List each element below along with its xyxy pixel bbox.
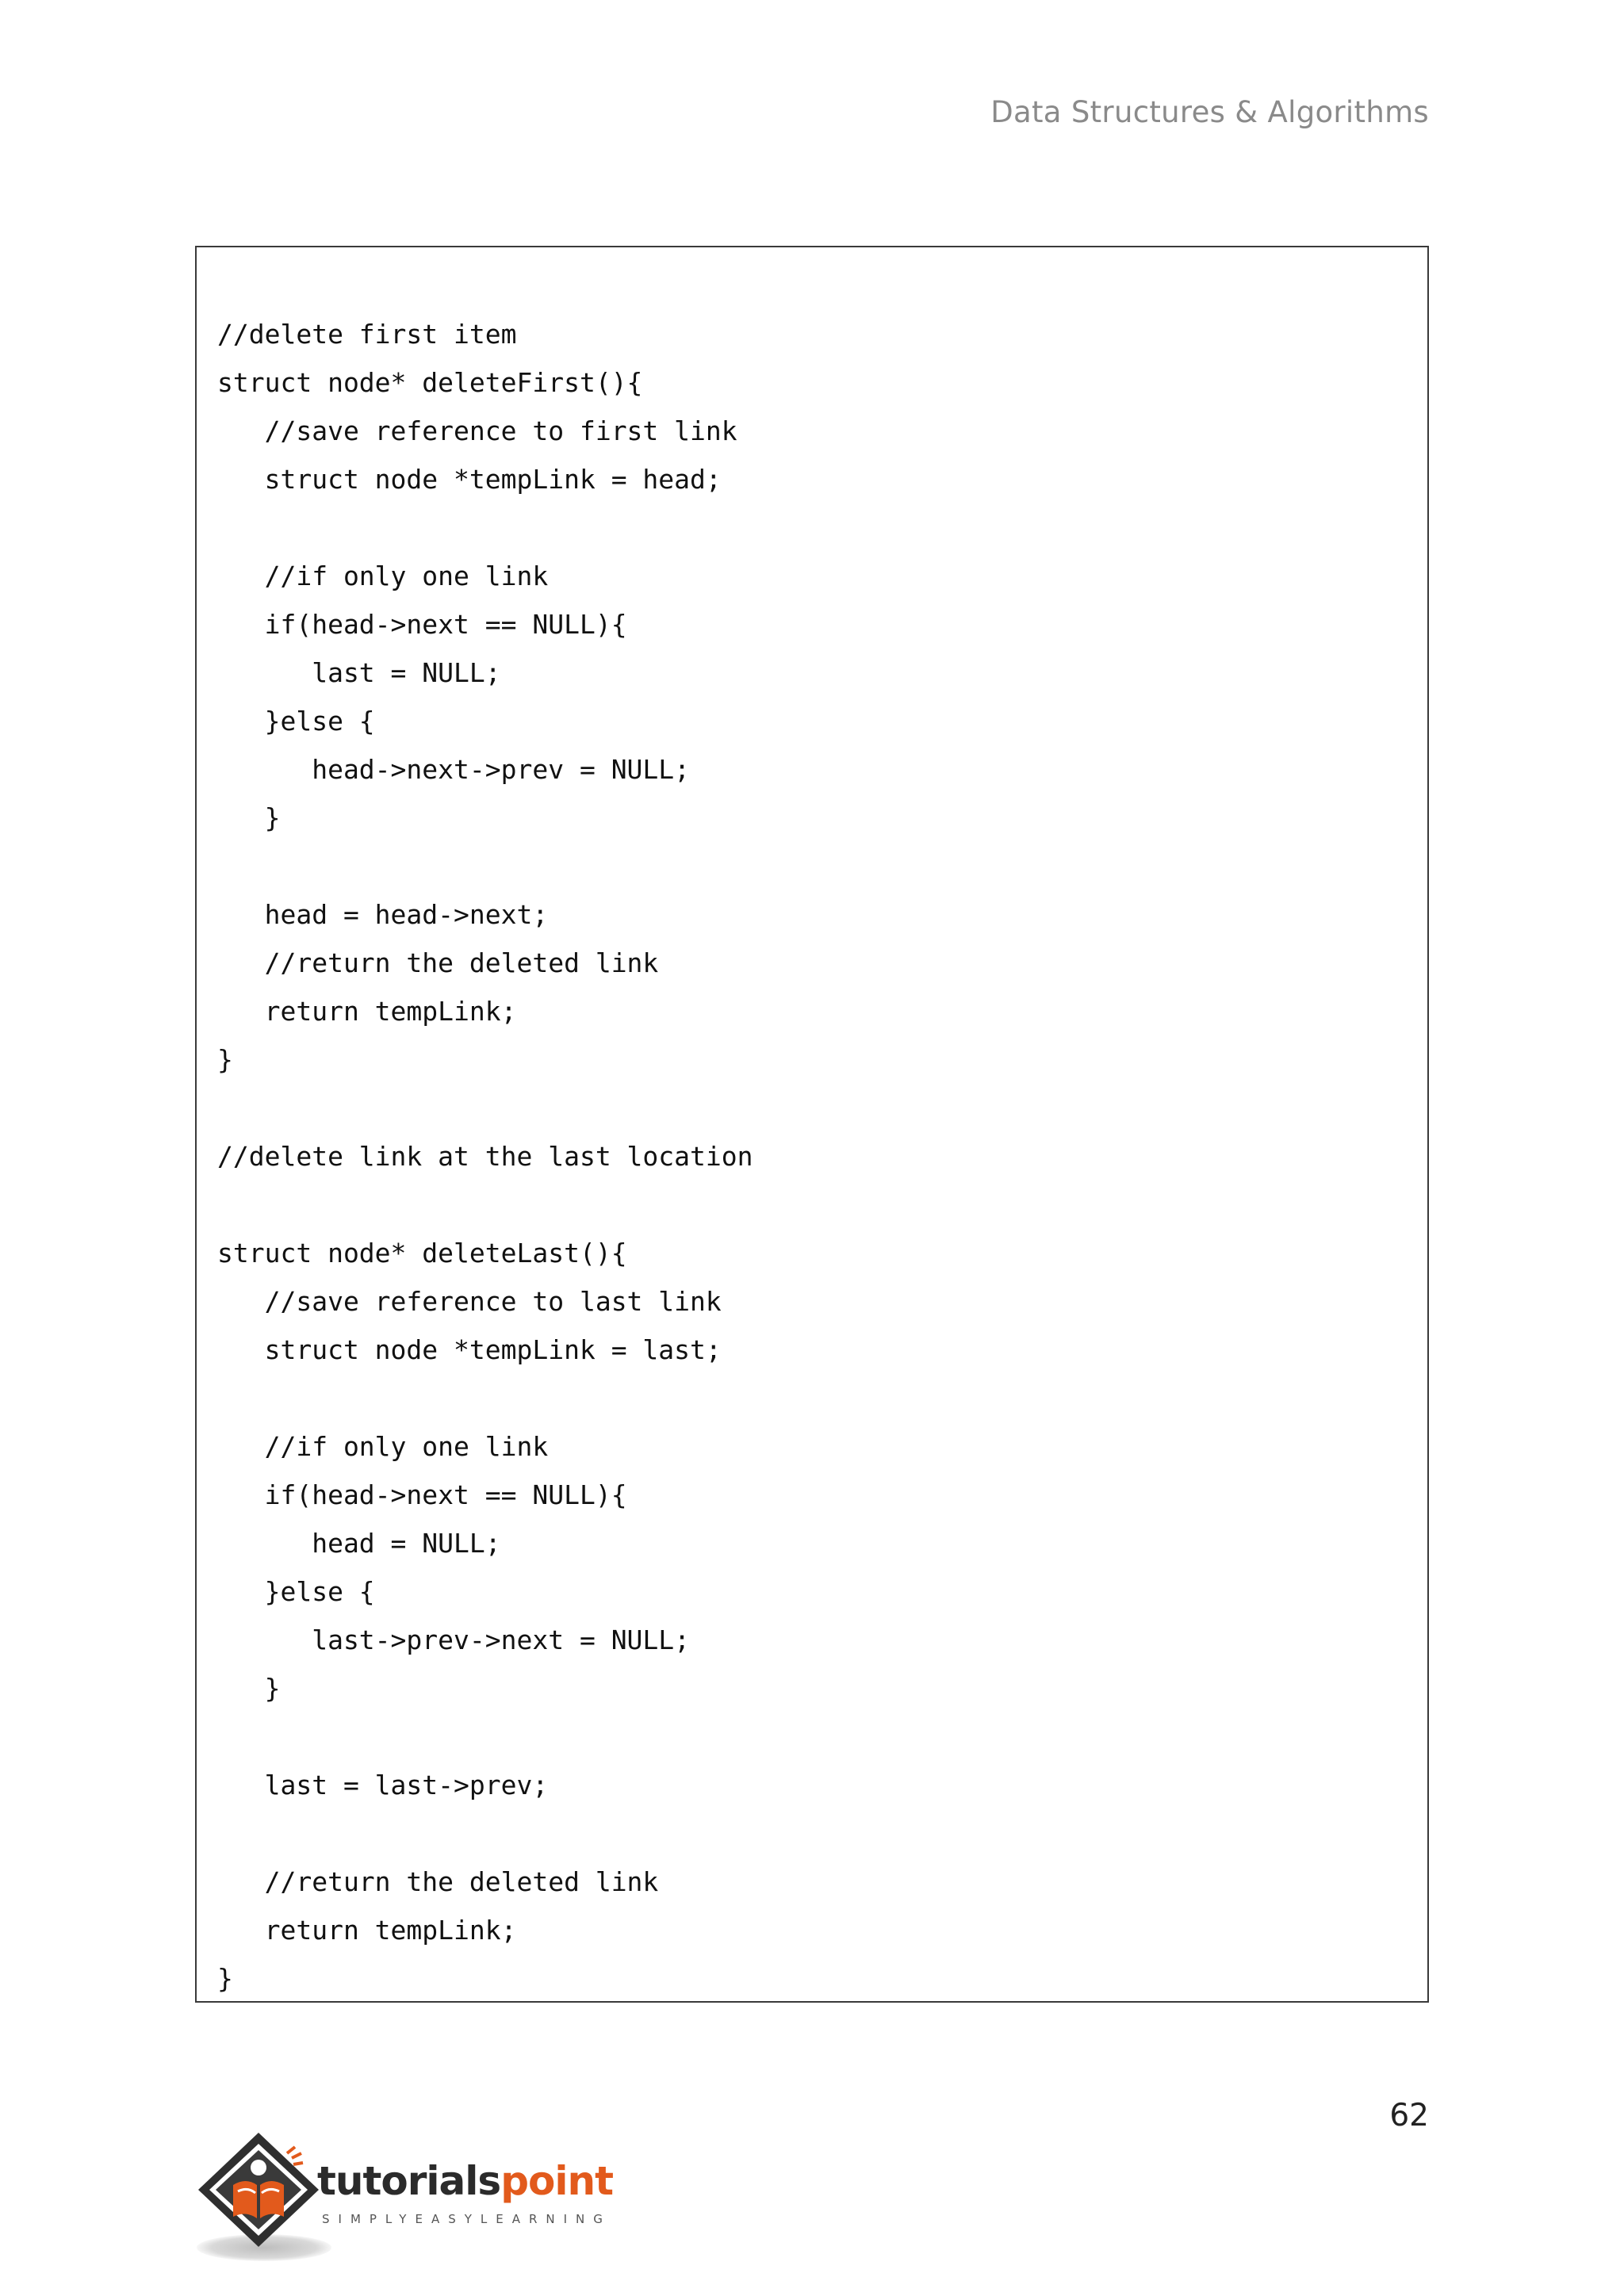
code-line: //save reference to first link xyxy=(217,415,737,446)
code-line: } xyxy=(217,1044,233,1075)
code-line: head = head->next; xyxy=(217,899,549,930)
code-line: //if only one link xyxy=(217,561,549,591)
code-line xyxy=(217,1809,753,1858)
page-header-title: Data Structures & Algorithms xyxy=(990,95,1429,129)
code-block xyxy=(195,246,1429,2003)
logo-tagline: SIMPLYEASYLEARNING xyxy=(322,2212,611,2226)
code-line xyxy=(217,1712,753,1761)
code-line: //return the deleted link xyxy=(217,1866,659,1897)
code-line: //delete link at the last location xyxy=(217,1141,753,1172)
code-line: } xyxy=(217,1673,281,1704)
code-line: struct node* deleteFirst(){ xyxy=(217,367,643,398)
code-line: struct node* deleteLast(){ xyxy=(217,1238,627,1269)
code-line: struct node *tempLink = head; xyxy=(217,464,722,495)
code-line: head->next->prev = NULL; xyxy=(217,754,691,785)
code-line: } xyxy=(217,802,281,833)
code-line: //return the deleted link xyxy=(217,947,659,978)
code-line xyxy=(217,1181,753,1229)
code-line: } xyxy=(217,1963,233,1994)
code-line: if(head->next == NULL){ xyxy=(217,609,627,640)
code-line: last = last->prev; xyxy=(217,1770,549,1800)
code-line xyxy=(217,1374,753,1422)
code-line: }else { xyxy=(217,706,375,737)
code-line xyxy=(217,503,753,552)
code-line: return tempLink; xyxy=(217,996,517,1027)
code-line: struct node *tempLink = last; xyxy=(217,1334,722,1365)
page-number: 62 xyxy=(1389,2098,1429,2133)
code-line: if(head->next == NULL){ xyxy=(217,1479,627,1510)
code-line: //if only one link xyxy=(217,1431,549,1462)
logo-word-tutorials: tutorials xyxy=(317,2158,501,2204)
code-line: last->prev->next = NULL; xyxy=(217,1624,691,1655)
code-line: }else { xyxy=(217,1576,375,1607)
code-line: //save reference to last link xyxy=(217,1286,722,1317)
code-line: last = NULL; xyxy=(217,657,501,688)
code-line: head = NULL; xyxy=(217,1528,501,1559)
logo-word-point: point xyxy=(500,2158,613,2204)
code-line xyxy=(217,1084,753,1132)
logo-wordmark xyxy=(317,2158,613,2204)
code-line xyxy=(217,842,753,890)
tutorialspoint-logo xyxy=(193,2130,638,2264)
tutorialspoint-logo-icon xyxy=(193,2130,328,2248)
code-lines xyxy=(217,310,753,2003)
code-line: //delete first item xyxy=(217,319,517,350)
code-line: return tempLink; xyxy=(217,1915,517,1946)
